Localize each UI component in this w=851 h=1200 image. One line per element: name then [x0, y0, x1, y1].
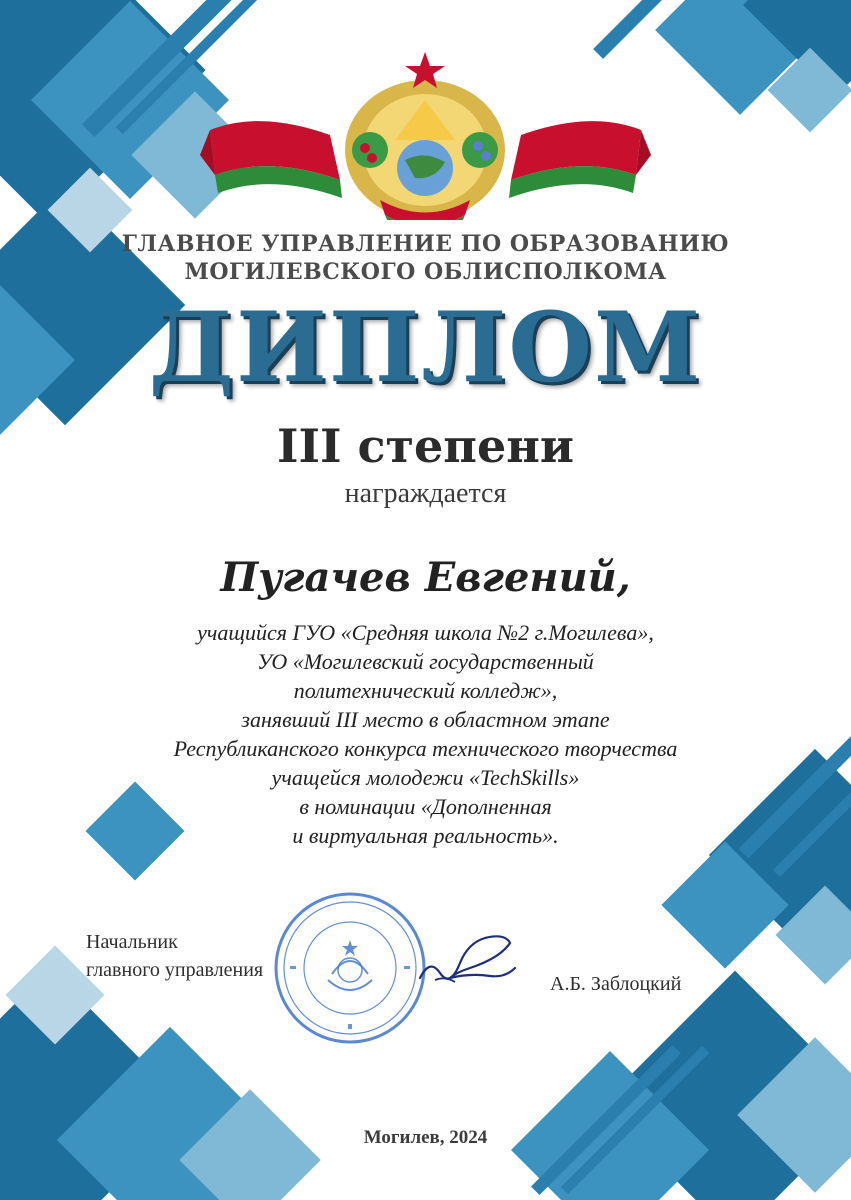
position-line-2: главного управления: [86, 959, 264, 981]
awarded-text: награждается: [344, 478, 507, 509]
organization-line-2: МОГИЛЕВСКОГО ОБЛИСПОЛКОМА: [184, 259, 667, 285]
description-line: учащейся молодежи «TechSkills»: [271, 765, 580, 790]
position-line-1: Начальник: [86, 931, 178, 953]
state-emblem-icon: [0, 40, 851, 220]
signatory-position: [86, 928, 263, 984]
handwritten-signature-icon: [410, 918, 520, 998]
description-line: УО «Могилевский государственный: [257, 649, 594, 674]
diploma-title: ДИПЛОМ: [148, 291, 703, 404]
official-seal-icon: [270, 888, 430, 1048]
award-description: [0, 618, 851, 850]
description-line: в номинации «Дополненная: [299, 794, 552, 819]
signatory-name: А.Б. Заблоцкий: [550, 973, 682, 995]
description-line: политехнический колледж»,: [293, 678, 558, 703]
recipient-name: Пугачев Евгений,: [220, 554, 631, 601]
description-line: занявший III место в областном этапе: [241, 707, 610, 732]
organization-name: [0, 230, 851, 286]
organization-line-1: ГЛАВНОЕ УПРАВЛЕНИЕ ПО ОБРАЗОВАНИЮ: [121, 231, 730, 257]
description-line: учащийся ГУО «Средняя школа №2 г.Могилева»,: [197, 620, 654, 645]
description-line: Республиканского конкурса технического творчества: [173, 736, 678, 761]
diploma-degree: III степени: [276, 419, 575, 473]
description-line: и виртуальная реальность».: [292, 823, 559, 848]
city-year: Могилев, 2024: [363, 1127, 488, 1148]
